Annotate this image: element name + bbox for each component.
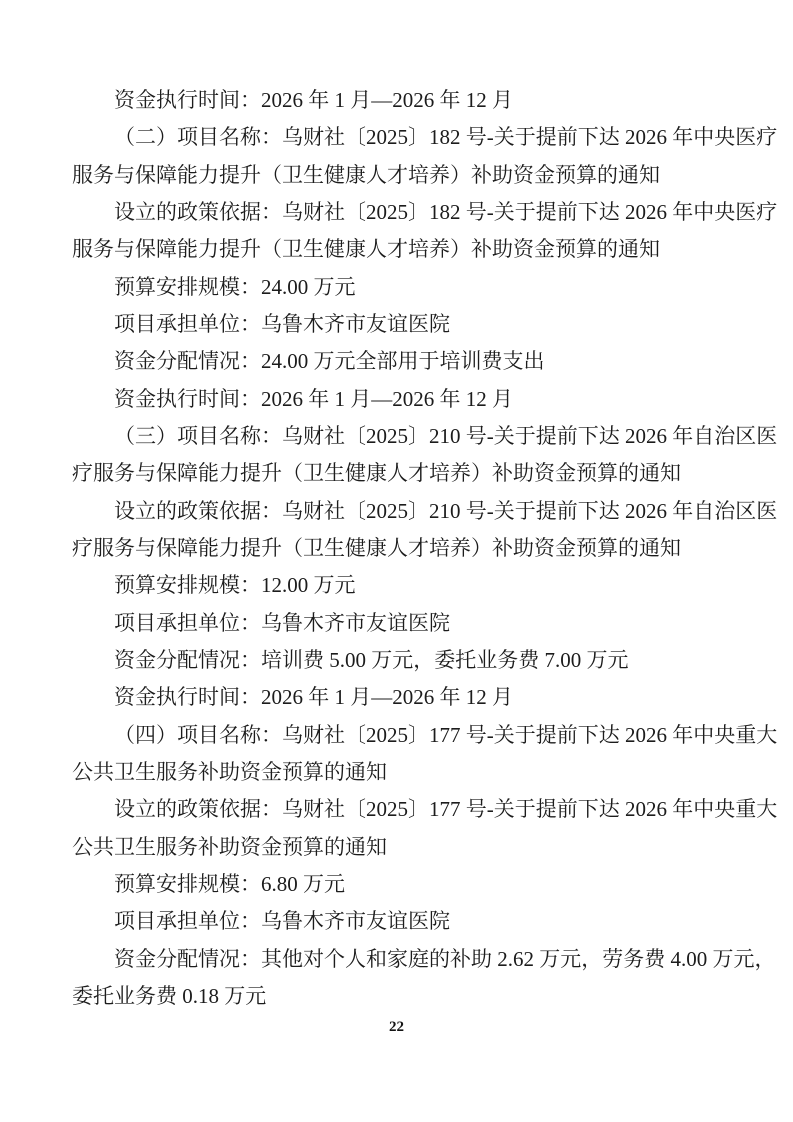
text-line: 委托业务费 0.18 万元 xyxy=(72,983,267,1008)
text-line: 项目承担单位：乌鲁木齐市友谊医院 xyxy=(114,311,450,336)
text-line: 资金分配情况：培训费 5.00 万元，委托业务费 7.00 万元 xyxy=(114,647,629,672)
text-line: 资金分配情况：24.00 万元全部用于培训费支出 xyxy=(114,349,545,374)
text-line: 设立的政策依据：乌财社〔2025〕177 号-关于提前下达 2026 年中央重大 xyxy=(114,797,778,822)
text-line: （四）项目名称：乌财社〔2025〕177 号-关于提前下达 2026 年中央重大 xyxy=(114,722,778,747)
text-line: 公共卫生服务补助资金预算的通知 xyxy=(72,834,387,859)
text-line: 疗服务与保障能力提升（卫生健康人才培养）补助资金预算的通知 xyxy=(72,535,681,560)
text-line: 资金分配情况：其他对个人和家庭的补助 2.62 万元，劳务费 4.00 万元， xyxy=(114,946,776,971)
text-line: 服务与保障能力提升（卫生健康人才培养）补助资金预算的通知 xyxy=(72,237,660,262)
document-text-block xyxy=(72,82,778,1015)
text-line: 设立的政策依据：乌财社〔2025〕182 号-关于提前下达 2026 年中央医疗 xyxy=(114,199,778,224)
text-line: 预算安排规模：6.80 万元 xyxy=(114,871,345,896)
text-line: 服务与保障能力提升（卫生健康人才培养）补助资金预算的通知 xyxy=(72,162,660,187)
text-line: （三）项目名称：乌财社〔2025〕210 号-关于提前下达 2026 年自治区医 xyxy=(114,423,778,448)
text-line: 资金执行时间：2026 年 1 月—2026 年 12 月 xyxy=(114,685,513,710)
text-line: 资金执行时间：2026 年 1 月—2026 年 12 月 xyxy=(114,88,513,112)
text-line: 预算安排规模：12.00 万元 xyxy=(114,573,356,598)
page-number: 22 xyxy=(389,1019,404,1035)
text-line: 设立的政策依据：乌财社〔2025〕210 号-关于提前下达 2026 年自治区医 xyxy=(114,498,778,523)
text-line: 项目承担单位：乌鲁木齐市友谊医院 xyxy=(114,610,450,635)
text-line: （二）项目名称：乌财社〔2025〕182 号-关于提前下达 2026 年中央医疗 xyxy=(114,125,778,150)
text-line: 疗服务与保障能力提升（卫生健康人才培养）补助资金预算的通知 xyxy=(72,461,681,486)
text-line: 预算安排规模：24.00 万元 xyxy=(114,274,356,299)
text-line: 公共卫生服务补助资金预算的通知 xyxy=(72,759,387,784)
text-line: 资金执行时间：2026 年 1 月—2026 年 12 月 xyxy=(114,386,513,411)
text-line: 项目承担单位：乌鲁木齐市友谊医院 xyxy=(114,909,450,934)
